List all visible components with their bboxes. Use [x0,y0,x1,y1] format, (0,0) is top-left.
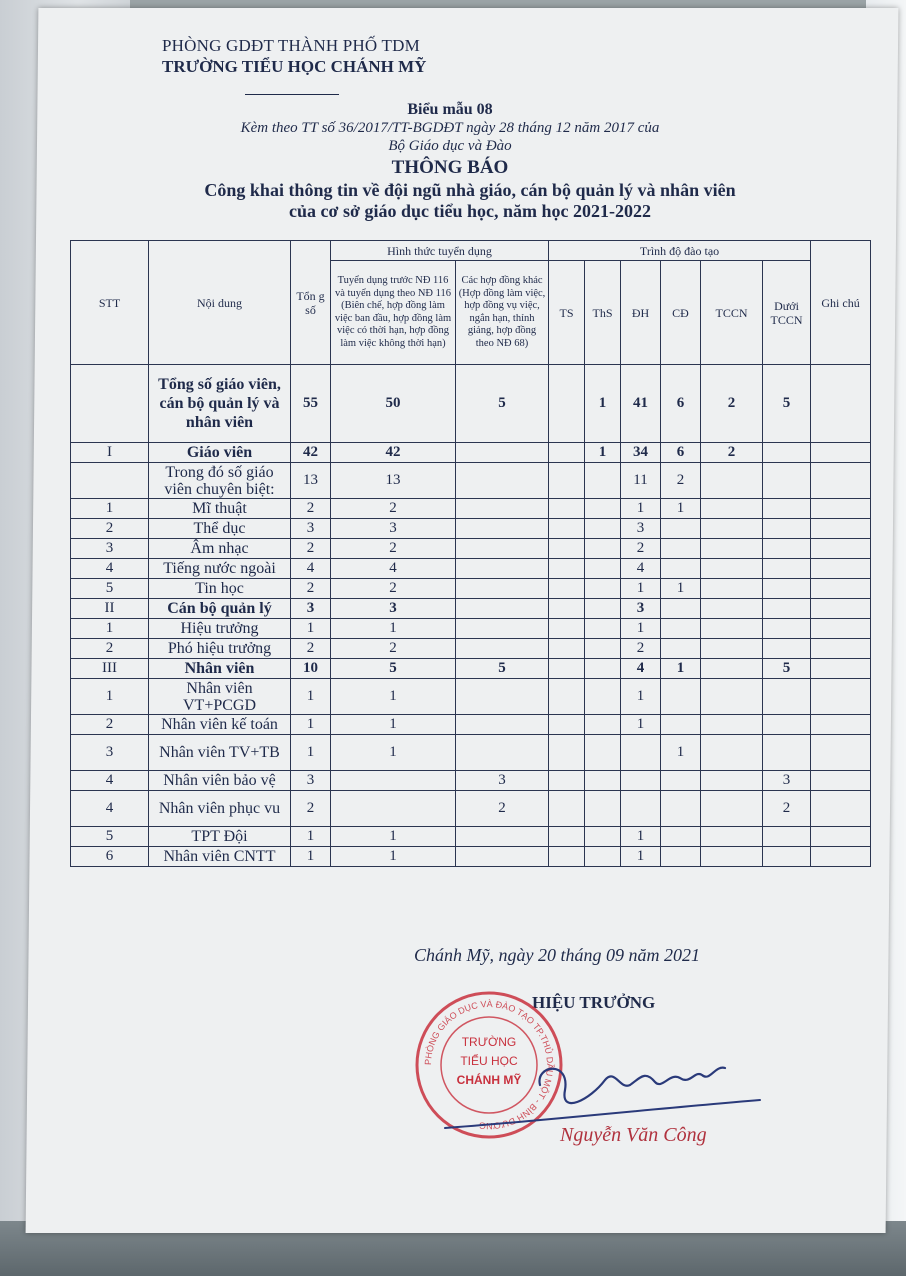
cell-nd116: 3 [331,519,456,539]
cell-hd: 5 [456,659,549,679]
cell-dh: 2 [621,639,661,659]
cell-dh: 1 [621,619,661,639]
cell-hd [456,679,549,715]
cell-duoi: 2 [763,791,811,827]
cell-stt: 2 [71,519,149,539]
cell-ts [549,539,585,559]
cell-nd116: 2 [331,499,456,519]
cell-tccn [701,499,763,519]
header-divider [245,94,339,95]
cell-total: 2 [291,791,331,827]
header-noidung: Nội dung [149,241,291,365]
cell-dh: 1 [621,499,661,519]
cell-ths [585,827,621,847]
cell-nd116 [331,771,456,791]
table-row [71,639,871,659]
cell-duoi [763,519,811,539]
cell-tccn [701,847,763,867]
cell-dh: 2 [621,539,661,559]
header-dh: ĐH [621,261,661,365]
cell-total: 1 [291,847,331,867]
cell-total: 3 [291,519,331,539]
cell-total: 13 [291,463,331,499]
cell-ts [549,771,585,791]
cell-stt: 2 [71,715,149,735]
school-name: TRƯỜNG TIỂU HỌC CHÁNH MỸ [162,57,427,76]
header-trinhdo: Trình độ đào tạo [549,241,811,261]
cell-dh: 1 [621,679,661,715]
table-row [71,463,871,499]
cell-stt: 1 [71,619,149,639]
cell-duoi [763,735,811,771]
cell-ts [549,499,585,519]
cell-tccn [701,463,763,499]
cell-dh: 1 [621,715,661,735]
cell-total: 4 [291,559,331,579]
cell-ghichu [811,519,871,539]
cell-total: 3 [291,771,331,791]
cell-hd [456,499,549,519]
cell-duoi [763,599,811,619]
table-row [71,579,871,599]
cell-name: Tiếng nước ngoài [149,559,291,579]
cell-total: 55 [291,365,331,443]
cell-nd116: 1 [331,679,456,715]
cell-ts [549,443,585,463]
cell-duoi [763,619,811,639]
cell-cd [661,559,701,579]
cell-name: Cán bộ quản lý [149,599,291,619]
cell-total: 2 [291,499,331,519]
cell-hd [456,539,549,559]
cell-cd: 1 [661,579,701,599]
cell-duoi [763,679,811,715]
cell-nd116: 1 [331,715,456,735]
cell-total: 1 [291,827,331,847]
cell-ts [549,559,585,579]
form-code: Biểu mẫu 08 [407,101,493,118]
cell-total: 1 [291,735,331,771]
header-ts: TS [549,261,585,365]
cell-total: 1 [291,619,331,639]
header-tongso: Tổn g số [291,241,331,365]
cell-hd: 2 [456,791,549,827]
cell-name: Thể dục [149,519,291,539]
cell-stt: 4 [71,559,149,579]
header-hopdong: Các hợp đồng khác (Hợp đồng làm việc, hợp đồng vụ việc, ngắn hạn, thỉnh giảng, hợp đồng theo NĐ 68) [456,261,549,365]
cell-stt [71,463,149,499]
table-row [71,659,871,679]
cell-cd: 6 [661,365,701,443]
table-row [71,365,871,443]
cell-ts [549,619,585,639]
cell-hd: 5 [456,365,549,443]
cell-name: Nhân viên bảo vệ [149,771,291,791]
cell-ghichu [811,639,871,659]
header-ghichu: Ghi chú [811,241,871,365]
cell-cd [661,791,701,827]
cell-stt: 5 [71,827,149,847]
cell-duoi: 3 [763,771,811,791]
cell-ths: 1 [585,443,621,463]
cell-tccn [701,519,763,539]
cell-ts [549,599,585,619]
cell-hd [456,827,549,847]
seal-line1: TRƯỜNG [461,1035,517,1049]
cell-ghichu [811,791,871,827]
cell-hd [456,559,549,579]
cell-duoi [763,715,811,735]
cell-name: Nhân viên CNTT [149,847,291,867]
form-reference-line2: Bộ Giáo dục và Đào [388,138,512,154]
cell-ths [585,579,621,599]
cell-nd116: 1 [331,735,456,771]
signer-role: HIỆU TRƯỞNG [532,993,656,1012]
cell-stt: 3 [71,735,149,771]
table-row [71,791,871,827]
table-row [71,715,871,735]
cell-dh: 1 [621,827,661,847]
cell-ts [549,847,585,867]
cell-nd116: 5 [331,659,456,679]
cell-ts [549,659,585,679]
cell-ths [585,539,621,559]
cell-ths [585,463,621,499]
cell-cd [661,539,701,559]
cell-name: Hiệu trưởng [149,619,291,639]
cell-total: 1 [291,715,331,735]
cell-cd: 1 [661,499,701,519]
cell-dh [621,771,661,791]
cell-hd [456,639,549,659]
cell-nd116: 2 [331,639,456,659]
cell-stt: 1 [71,679,149,715]
cell-dh: 1 [621,847,661,867]
cell-cd [661,599,701,619]
cell-tccn [701,659,763,679]
cell-ths [585,847,621,867]
cell-hd [456,519,549,539]
document-subtitle-line1: Công khai thông tin về đội ngũ nhà giáo, cán bộ quản lý và nhân viên [204,180,736,200]
cell-cd: 1 [661,735,701,771]
cell-name: Nhân viên VT+PCGD [149,679,291,715]
cell-hd [456,619,549,639]
form-reference-line1: Kèm theo TT số 36/2017/TT-BGDĐT ngày 28 tháng 12 năm 2017 của [240,120,660,136]
cell-nd116: 4 [331,559,456,579]
cell-total: 42 [291,443,331,463]
cell-stt: 4 [71,791,149,827]
cell-name: Âm nhạc [149,539,291,559]
cell-ghichu [811,499,871,519]
header-cd: CĐ [661,261,701,365]
cell-ths [585,639,621,659]
cell-total: 2 [291,539,331,559]
table-row [71,735,871,771]
header-hinhthuc: Hình thức tuyển dụng [331,241,549,261]
seal-line2: TIỂU HỌC [460,1054,518,1068]
cell-cd: 1 [661,659,701,679]
cell-hd [456,715,549,735]
cell-name: Trong đó số giáo viên chuyên biệt: [149,463,291,499]
cell-hd [456,463,549,499]
cell-stt: 4 [71,771,149,791]
cell-tccn: 2 [701,365,763,443]
seal-ring-text: PHÒNG GIÁO DỤC VÀ ĐÀO TẠO TP.THỦ DẦU MỘT - BÌNH DƯƠNG [422,998,556,1132]
cell-ths [585,559,621,579]
department-name: PHÒNG GDĐT THÀNH PHỐ TDM [162,36,420,55]
cell-tccn [701,791,763,827]
header-duoi-tccn: Dưới TCCN [763,261,811,365]
cell-name: Nhân viên kế toán [149,715,291,735]
cell-tccn [701,539,763,559]
cell-nd116: 42 [331,443,456,463]
cell-name: Phó hiệu trưởng [149,639,291,659]
cell-cd [661,847,701,867]
cell-total: 10 [291,659,331,679]
cell-duoi [763,463,811,499]
cell-cd [661,519,701,539]
document-title: THÔNG BÁO [391,157,509,178]
cell-stt: 1 [71,499,149,519]
cell-ghichu [811,463,871,499]
cell-nd116: 2 [331,539,456,559]
cell-nd116 [331,791,456,827]
cell-duoi [763,639,811,659]
table-row [71,499,871,519]
cell-cd: 6 [661,443,701,463]
cell-ghichu [811,365,871,443]
table-row [71,827,871,847]
cell-hd [456,599,549,619]
cell-total: 2 [291,579,331,599]
cell-hd [456,579,549,599]
cell-ths [585,715,621,735]
cell-ghichu [811,715,871,735]
cell-name: Tổng số giáo viên, cán bộ quản lý và nhân viên [149,365,291,443]
cell-ths [585,599,621,619]
header-stt: STT [71,241,149,365]
cell-dh: 4 [621,659,661,679]
cell-ghichu [811,619,871,639]
cell-hd [456,847,549,867]
cell-ths [585,619,621,639]
cell-tccn [701,771,763,791]
cell-tccn [701,639,763,659]
cell-tccn [701,679,763,715]
cell-hd [456,735,549,771]
cell-nd116: 3 [331,599,456,619]
header-tccn: TCCN [701,261,763,365]
cell-stt: III [71,659,149,679]
cell-total: 2 [291,639,331,659]
cell-duoi [763,559,811,579]
cell-total: 1 [291,679,331,715]
cell-name: Nhân viên [149,659,291,679]
cell-dh: 3 [621,599,661,619]
header-ths: ThS [585,261,621,365]
cell-duoi [763,827,811,847]
cell-ts [549,579,585,599]
cell-stt: 2 [71,639,149,659]
cell-ghichu [811,679,871,715]
cell-tccn [701,579,763,599]
cell-dh: 11 [621,463,661,499]
table-row [71,679,871,715]
cell-name: Giáo viên [149,443,291,463]
cell-tccn [701,735,763,771]
cell-ts [549,463,585,499]
cell-nd116: 1 [331,827,456,847]
cell-dh: 41 [621,365,661,443]
cell-cd [661,715,701,735]
table-row [71,443,871,463]
cell-nd116: 1 [331,847,456,867]
document-subtitle-line2: của cơ sở giáo dục tiểu học, năm học 2021-2022 [289,201,651,221]
cell-stt [71,365,149,443]
cell-duoi [763,847,811,867]
cell-ths [585,499,621,519]
cell-stt: II [71,599,149,619]
cell-ths: 1 [585,365,621,443]
cell-duoi: 5 [763,659,811,679]
cell-duoi [763,499,811,519]
cell-ghichu [811,443,871,463]
cell-ts [549,715,585,735]
cell-hd [456,443,549,463]
cell-dh [621,791,661,827]
cell-nd116: 50 [331,365,456,443]
cell-ths [585,735,621,771]
seal-line3: CHÁNH MỸ [456,1073,522,1087]
cell-cd [661,827,701,847]
cell-duoi: 5 [763,365,811,443]
cell-dh: 1 [621,579,661,599]
cell-tccn [701,827,763,847]
cell-ts [549,639,585,659]
cell-cd: 2 [661,463,701,499]
cell-duoi [763,579,811,599]
cell-stt: 5 [71,579,149,599]
table-row [71,847,871,867]
cell-cd [661,619,701,639]
cell-ts [549,735,585,771]
cell-cd [661,639,701,659]
cell-cd [661,679,701,715]
cell-ths [585,659,621,679]
cell-duoi [763,539,811,559]
cell-ghichu [811,599,871,619]
table-row [71,559,871,579]
cell-tccn [701,715,763,735]
cell-duoi [763,443,811,463]
cell-ghichu [811,847,871,867]
cell-dh: 4 [621,559,661,579]
cell-ts [549,365,585,443]
cell-cd [661,771,701,791]
cell-ths [585,791,621,827]
cell-dh: 3 [621,519,661,539]
cell-nd116: 2 [331,579,456,599]
cell-ts [549,679,585,715]
cell-tccn: 2 [701,443,763,463]
cell-ths [585,771,621,791]
cell-ts [549,791,585,827]
table-row [71,539,871,559]
cell-ghichu [811,539,871,559]
cell-dh [621,735,661,771]
cell-ghichu [811,559,871,579]
cell-name: Nhân viên phục vu [149,791,291,827]
cell-hd: 3 [456,771,549,791]
staff-table [70,240,871,867]
cell-nd116: 1 [331,619,456,639]
table-row [71,519,871,539]
cell-tccn [701,599,763,619]
cell-name: Tin học [149,579,291,599]
cell-dh: 34 [621,443,661,463]
cell-stt: I [71,443,149,463]
cell-name: Nhân viên TV+TB [149,735,291,771]
cell-ghichu [811,827,871,847]
cell-name: Mĩ thuật [149,499,291,519]
cell-tccn [701,559,763,579]
cell-ths [585,519,621,539]
cell-ths [585,679,621,715]
cell-total: 3 [291,599,331,619]
table-row [71,599,871,619]
cell-stt: 6 [71,847,149,867]
cell-stt: 3 [71,539,149,559]
cell-ts [549,519,585,539]
cell-ghichu [811,735,871,771]
table-row [71,771,871,791]
cell-tccn [701,619,763,639]
table-row [71,619,871,639]
cell-nd116: 13 [331,463,456,499]
signing-date: Chánh Mỹ, ngày 20 tháng 09 năm 2021 [414,945,700,965]
header-nd116: Tuyển dụng trước NĐ 116 và tuyển dụng theo NĐ 116 (Biên chế, hợp đồng làm việc ban đầu, hợp đồng làm việc có thời hạn, hợp đồng làm việc không thời hạn) [331,261,456,365]
cell-ghichu [811,771,871,791]
cell-name: TPT Đội [149,827,291,847]
cell-ghichu [811,659,871,679]
signer-name: Nguyễn Văn Công [560,1124,707,1146]
cell-ghichu [811,579,871,599]
cell-ts [549,827,585,847]
